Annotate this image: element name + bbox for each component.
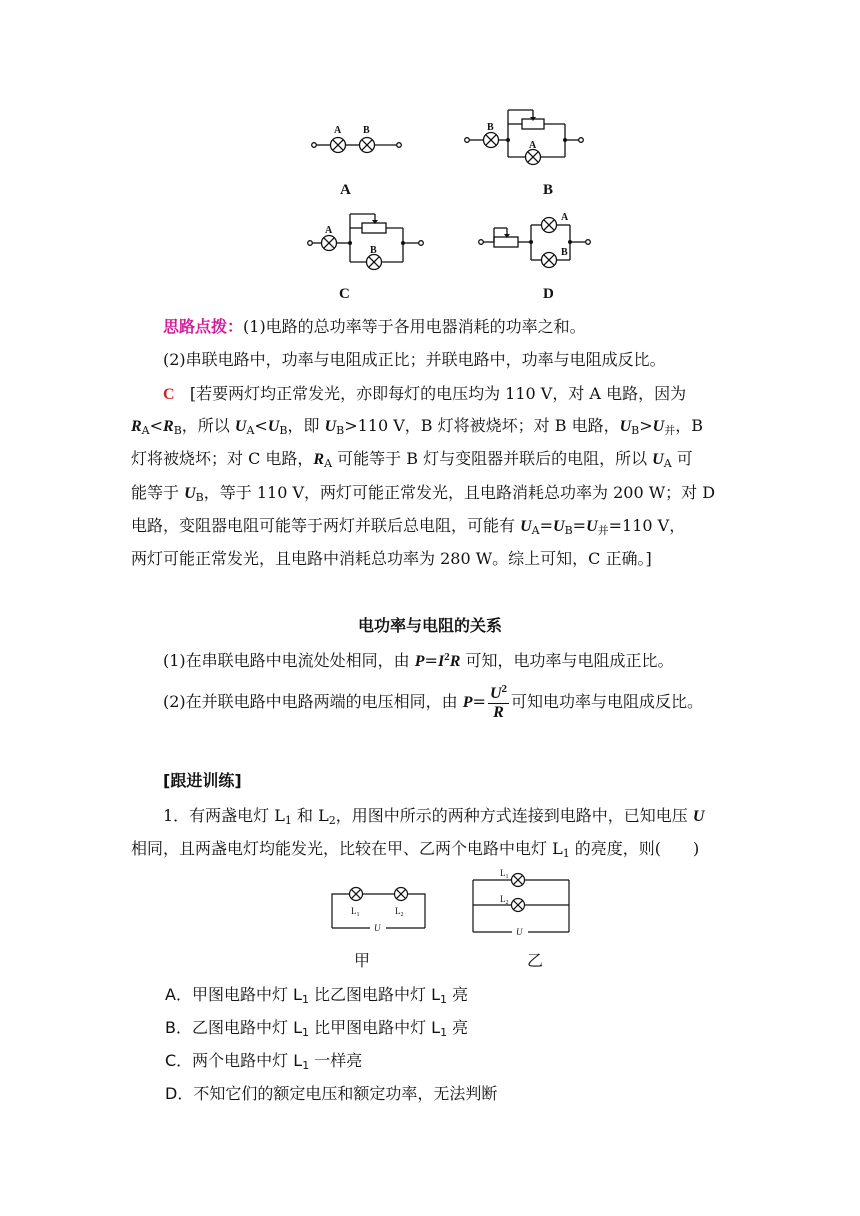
- subscript: 1: [356, 912, 360, 918]
- lamp-icon: [484, 133, 499, 148]
- answer-line-6: 两灯可能正常发光，且电路中消耗总功率为 280 W。综上可知，C 正确。]: [131, 549, 652, 568]
- svg-text:U: U: [516, 927, 523, 937]
- relation-line-1: (1)在串联电路中电流处处相同，由 $P=I^2R$ 可知，电功率与电阻成正比。: [163, 651, 674, 670]
- option-a[interactable]: A．甲图电路中灯 $L_1$ 比乙图电路中灯 $L_1$ 亮: [165, 985, 469, 1006]
- circuit-jia-yi: [0, 860, 860, 950]
- lamp-icon: [360, 138, 375, 153]
- option-b[interactable]: B．乙图电路中灯 $L_1$ 比甲图电路中灯 $L_1$ 亮: [165, 1018, 469, 1039]
- answer-line-5: 电路，变阻器电阻可能等于两灯并联后总电阻，可能有 $U_A=U_B=U_并=110$ V，: [131, 516, 686, 537]
- lamp-icon: [367, 255, 382, 270]
- hint-line-2: (2)串联电路中，功率与电阻成正比；并联电路中，功率与电阻成反比。: [163, 350, 666, 369]
- section-title: 电功率与电阻的关系: [357, 616, 502, 635]
- figure-c-label: C: [339, 286, 350, 302]
- relation-line-2: (2)在并联电路中电路两端的电压相同，由 P= $\frac{U^2}{R}$ 可知电功率与电阻成反比。: [163, 682, 704, 721]
- figure-a-label: A: [340, 182, 351, 198]
- circuit-b: [465, 110, 584, 157]
- circuit-d: [479, 225, 591, 260]
- lamp-label: A: [334, 125, 342, 136]
- option-d[interactable]: D．不知它们的额定电压和额定功率，无法判断: [165, 1084, 498, 1103]
- svg-text:L1: $L_1$: [351, 906, 360, 918]
- answer-letter: C: [163, 386, 175, 403]
- lamp-label: A: [325, 225, 333, 236]
- lamp-icon: [331, 138, 346, 153]
- figure-yi-caption: 乙: [527, 951, 544, 970]
- lamp-icon: [542, 253, 557, 268]
- lamp-label: B: [363, 125, 370, 136]
- question-1-line-2: 相同，且两盏电灯均能发光，比较在甲、乙两个电路中电灯 $L_1$ 的亮度，则( ): [131, 839, 700, 860]
- option-c[interactable]: C．两个电路中灯 $L_1$ 一样亮: [165, 1051, 363, 1072]
- lamp-icon: [526, 150, 541, 165]
- svg-text:U: U: [374, 923, 381, 933]
- svg-text:L2: $L_2$: [395, 906, 404, 918]
- svg-text:L1: $L_1$: [500, 868, 509, 880]
- answer-line-4: 能等于 $U_B$，等于 110 V，两灯可能正常发光，且电路消耗总功率为 200 W；对 D: [131, 483, 716, 504]
- lamp-label: B: [561, 247, 568, 258]
- fraction: $\frac{U^2}{R}$: [489, 682, 508, 721]
- lamp-label: A: [529, 140, 537, 151]
- figure-d-label: D: [543, 286, 554, 302]
- lamp-label: B: [370, 245, 377, 256]
- hint-line-1: 思路点拨：(1)电路的总功率等于各用电器消耗的功率之和。: [163, 317, 586, 336]
- answer-line-3: 灯将被烧坏；对 C 电路，$R_A$ 可能等于 B 灯与变阻器并联后的电阻，所以 $U_A$ 可: [131, 449, 693, 470]
- figure-jia-caption: 甲: [354, 951, 371, 970]
- hint-label: 思路点拨：: [163, 317, 244, 336]
- lamp-icon: [322, 236, 337, 251]
- circuit-a: [312, 143, 402, 148]
- svg-text:L2: $L_2$: [500, 894, 509, 906]
- lamp-icon: [542, 218, 557, 233]
- lamp-label: B: [487, 122, 494, 133]
- lamp-label: A: [561, 212, 569, 223]
- figure-b-label: B: [543, 182, 554, 198]
- answer-line-1: C [若要两灯均正常发光，亦即每灯的电压均为 110 V，对 A 电路，因为: [163, 384, 687, 403]
- circuit-figures: [0, 0, 860, 310]
- practice-header: [跟进训练]: [163, 771, 242, 790]
- question-1-line-1: 1．有两盏电灯 $L_1$ 和 $L_2$，用图中所示的两种方式连接到电路中，已知电压 U: [163, 806, 705, 827]
- answer-line-2: $R_A<R_B$，所以 $U_A<U_B$，即 $U_B>110$ V，B 灯将被烧坏；对 B 电路，$U_B>U_并$，B: [131, 416, 703, 437]
